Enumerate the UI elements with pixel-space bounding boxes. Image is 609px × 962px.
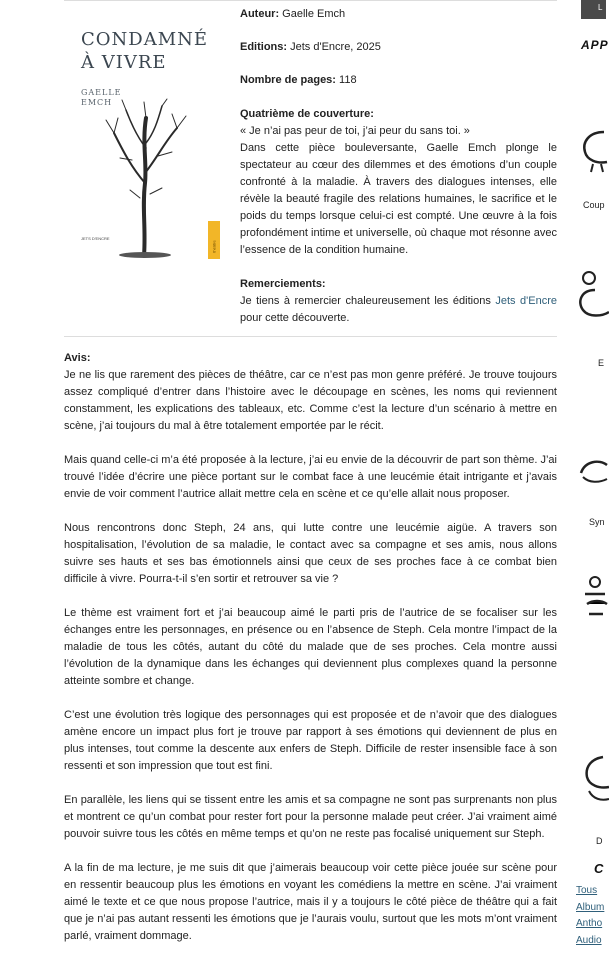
sidebar-caption: D: [596, 836, 603, 846]
publisher-link[interactable]: Jets d'Encre: [495, 295, 557, 307]
editions-line: [240, 39, 557, 56]
review-paragraph: C’est une évolution très logique des personnages qui est proposée et de n’avoir que des dialogues amène encore un impact plus fort je trouve par rapport à ses émotions qui deviennent de plus en plus intenses, tout comme la descente aux enfers de Steph. Difficile de rester insensible face à son ressenti et son impression que tout est fini.: [64, 709, 557, 772]
review-paragraph: Mais quand celle-ci m’a été proposée à la lecture, j’ai eu envie de la découvrir de part son thème. J’ai trouvé l’idée d’écrire une pièce portant sur le combat face à une leucémie était intrigante et j’avais envie de voir comment l’autrice allait mettre cela en scène et ce qu’elle allait nous proposer.: [64, 454, 557, 500]
cover-author-line: EMCH: [81, 98, 113, 107]
pages-value: 118: [339, 74, 357, 86]
author-label: Auteur:: [240, 8, 280, 20]
doodle-icon: [577, 455, 607, 485]
editions-value: Jets d'Encre, 2025: [290, 41, 381, 53]
genre-tag: [208, 221, 220, 259]
sidebar-caption: E: [598, 358, 605, 368]
thanks-label: Remerciements:: [240, 278, 326, 290]
sidebar-link[interactable]: Tous: [576, 885, 598, 896]
genre-tag-label: théâtre: [211, 240, 217, 253]
top-divider: [64, 0, 557, 1]
review-paragraph: Le thème est vraiment fort et j’ai beaucoup aimé le parti pris de l’autrice de se focaliser sur les échanges entre les personnages, en présence ou en l’absence de Steph. Cela montre l’impact de la maladie de tous les côtés, autant du côté du malade que de ses proches. Cela montre aussi l’évolution de la dynamique dans les échanges qui deviennent plus complexes quand la personne atteinte sombre et change.: [64, 607, 557, 687]
cover-title: [81, 28, 221, 74]
back-cover-quote: « Je n’ai pas peur de toi, j’ai peur du sans toi. »: [240, 125, 470, 137]
author-value: Gaelle Emch: [282, 8, 346, 20]
sidebar-link[interactable]: Audio: [576, 935, 602, 946]
doodle-icon: [579, 755, 609, 805]
sidebar-button[interactable]: L: [581, 0, 606, 19]
author-line: [240, 6, 557, 23]
review-section: [64, 350, 557, 962]
sidebar-link[interactable]: Album: [576, 902, 605, 913]
review-label: Avis:: [64, 352, 91, 364]
section-divider: [64, 336, 557, 337]
publisher-logo: JETS D'ENCRE: [81, 236, 110, 241]
back-cover-label: Quatrième de couverture:: [240, 108, 374, 120]
tree-illustration: [92, 98, 202, 258]
sidebar-caption: Syn: [589, 517, 605, 527]
editions-label: Editions:: [240, 41, 288, 53]
book-info: [240, 6, 557, 327]
pages-line: [240, 72, 557, 89]
thanks-text: [240, 293, 557, 327]
review-paragraph: Je ne lis que rarement des pièces de théâtre, car ce n’est pas mon genre préféré. Je trouve toujours assez compliqué d’entrer dans l’histoire avec le découpage en scènes, les noms qui reviennent constamment, les explications des tableaux, etc. Comme c’est la lecture d’un scénario à mettre en scène, j’ai toujours du mal à être totalement emportée par le récit.: [64, 369, 557, 432]
thanks-text-before: Je tiens à remercier chaleureusement les éditions: [240, 295, 491, 307]
sidebar-caption: Coup: [583, 200, 605, 210]
review-paragraph: Nous rencontrons donc Steph, 24 ans, qui lutte contre une leucémie aigüe. A travers son hospitalisation, l’évolution de sa maladie, le contact avec sa compagne et ses amis, nous allons suivre ses hauts et ses bas émotionnels ainsi que ceux de ses proches face à ce combat bien difficile à vivre. Pourra-t-il s’en sortir et retrouver sa vie ?: [64, 522, 557, 585]
right-sidebar: [569, 0, 609, 946]
review-paragraph: En parallèle, les liens qui se tissent entre les amis et sa compagne ne sont pas surprenants non plus et montrent ce qu’un combat pour rester fort pour la personne malade peut créer. J’ai vraiment aimé pouvoir suivre tous les côtés en même temps et qu’on ne reste pas focalisé uniquement sur Steph.: [64, 794, 557, 840]
cover-title-line: CONDAMNÉ: [81, 29, 209, 50]
doodle-icon: [575, 268, 609, 320]
doodle-icon: [579, 574, 609, 624]
cover-title-line: À VIVRE: [81, 52, 167, 73]
sidebar-heading: C: [594, 861, 604, 876]
cover-author-line: GAELLE: [81, 88, 122, 97]
back-cover-text: Dans cette pièce bouleversante, Gaelle Emch plonge le spectateur au cœur des dilemmes et des émotions d’un couple confronté à la maladie. À travers des dialogues intenses, elle révèle la beauté fragile des relations humaines, le sacrifice et le poids du temps lorsque celui-ci est compté. Une œuvre à la fois profondément intime et universelle, où chaque mot résonne avec l’essence de la condition humaine.: [240, 142, 557, 256]
sidebar-link[interactable]: Antho: [576, 918, 603, 929]
thanks-text-after: pour cette découverte.: [240, 312, 350, 324]
review-paragraph: A la fin de ma lecture, je me suis dit que j’aimerais beaucoup voir cette pièce jouée sur scène pour en ressentir beaucoup plus les émotions en voyant les comédiens la mettre en scène. J’ai vraiment aimé le texte et ce que nous propose l’autrice, mais il y a toujours le côté pièce de théâtre qui a fait que je n’ai pas autant ressenti les émotions que je l’aurais voulu, surtout que les mots m’ont vraiment parlé, vraiment dommage.: [64, 862, 557, 942]
book-cover-image: [64, 10, 228, 264]
sidebar-heading: APP: [581, 38, 609, 52]
doodle-icon: [579, 128, 609, 174]
pages-label: Nombre de pages:: [240, 74, 336, 86]
